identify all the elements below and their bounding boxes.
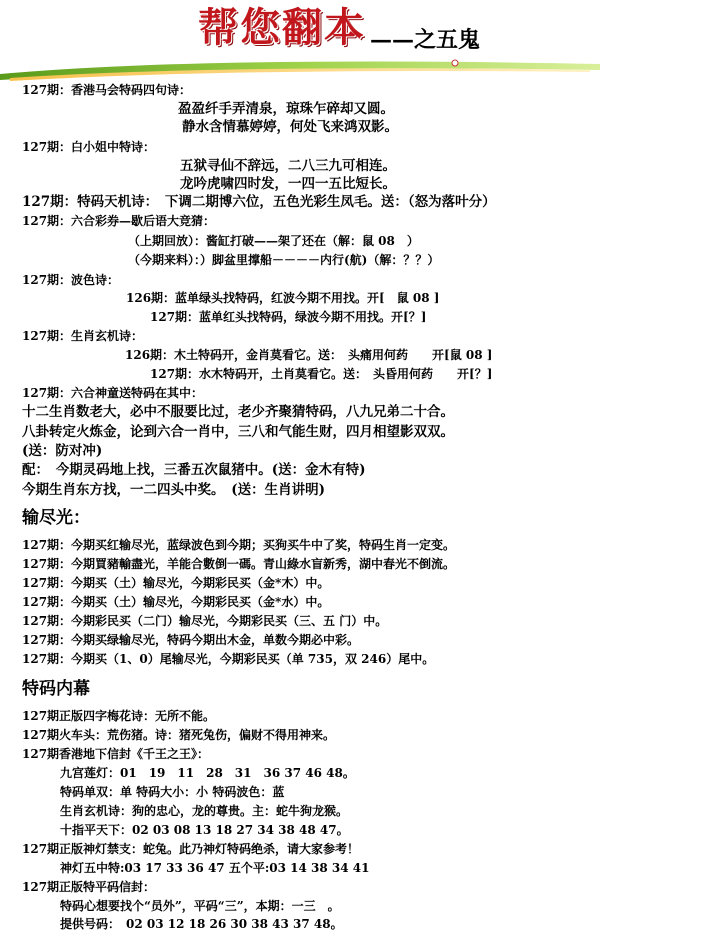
text-line: 127期：今期买（1、0）尾输尽光，今期彩民买（单 735，双 246）尾中。 [22, 652, 435, 666]
text-line: 126期：木土特码开，金肖莫看它。送： 头痛用何药 开[鼠 08 ] [125, 348, 493, 362]
text-line: 127期正版特平码信封： [22, 880, 156, 894]
text-line: (送：防对冲) [22, 443, 103, 459]
text-line: 127期：生肖玄机诗： [22, 329, 144, 343]
text-line: 127期：水木特码开，土肖莫看它。送： 头昏用何药 开[？] [150, 367, 493, 381]
text-line: 神灯五中特:03 17 33 36 47 五个平:03 14 38 34 41 [60, 861, 370, 875]
text-line: 126期：蓝单绿头找特码，红波今期不用找。开[ 鼠 08 ] [126, 291, 440, 305]
text-line: 127期：六合神童送特码在其中： [22, 386, 204, 400]
text-line: （今期来料）：）脚盆里撑船－－－－内行(航)（解：？？） [128, 253, 440, 267]
text-line: 127期：今期買豬輸盡光，羊能合數倒一碼。青山綠水盲新秀，湖中春光不倒流。 [22, 557, 456, 571]
text-line: 127期：今期买（土）输尽光，今期彩民买（金*木）中。 [22, 576, 330, 590]
text-line: 静水含情慕婷婷，何处飞来鸿双影。 [182, 119, 398, 135]
text-line: 127期：白小姐中特诗： [22, 140, 156, 154]
text-line: 127期正版四字梅花诗：无所不能。 [22, 709, 216, 723]
text-line: 127期：今期买红输尽光，蓝绿波色到今期；买狗买牛中了奖，特码生肖一定变。 [22, 538, 456, 552]
page-title: 帮您翻本 [198, 4, 366, 51]
text-line: 十二生肖数老大，必中不服要比过，老少齐聚猜特码，八九兄弟二十合。 [22, 404, 454, 420]
text-line: 五狱寻仙不辞远，二八三九可相连。 [180, 158, 396, 174]
text-line: 127期：六合彩券—歇后语大竞猜： [22, 214, 216, 228]
text-line: （上期回放）：酱缸打破——架了还在（解：鼠 08 ） [128, 234, 419, 248]
header [0, 0, 720, 82]
text-line: 127期：香港马会特码四句诗： [22, 83, 192, 97]
text-line: 生肖玄机诗：狗的忠心，龙的尊贵。主：蛇牛狗龙猴。 [60, 804, 349, 818]
text-line: 127期：今期买（土）输尽光，今期彩民买（金*水）中。 [22, 595, 330, 609]
text-line: 配： 今期灵码地上找，三番五次鼠猪中。(送：金木有特) [22, 462, 366, 478]
text-line: 龙吟虎啸四时发，一四一五比短长。 [180, 176, 396, 192]
text-line: 127期：今期彩民买（二门）输尽光，今期彩民买（三、五 门）中。 [22, 614, 388, 628]
text-line: 127期：今期买绿输尽光，特码今期出木金，单数今期必中彩。 [22, 633, 360, 647]
text-line: 盈盈纤手弄清泉，琼珠乍碎却又圆。 [178, 101, 394, 117]
section-heading: 特码内幕 [22, 679, 90, 699]
text-line: 九宫莲灯：01 19 11 28 31 36 37 46 48。 [60, 766, 355, 780]
text-line: 十指平天下：02 03 08 13 18 27 34 38 48 47。 [60, 823, 349, 837]
text-line: 127期：特码天机诗： 下调二期博六位，五色光彩生凤毛。送：（怒为落叶分） [22, 194, 496, 210]
text-line: 八卦转定火炼金，论到六合一肖中，三八和气能生财，四月相望影双双。 [22, 424, 454, 440]
text-line: 提供号码： 02 03 12 18 26 30 38 43 37 48。 [60, 917, 343, 931]
text-line: 今期生肖东方找，一二四头中奖。 (送：生肖讲明) [22, 482, 326, 498]
text-line: 127期香港地下信封《千王之王》： [22, 747, 210, 761]
section-heading: 输尽光： [22, 508, 90, 528]
text-line: 127期：蓝单红头找特码，绿波今期不用找。开[？] [150, 310, 427, 324]
page-subtitle: ——之五鬼 [370, 27, 481, 53]
text-line: 特码单双：单 特码大小：小 特码波色：蓝 [60, 785, 285, 799]
text-line: 特码心想要找个“员外”，平码“三”，本期：一三 。 [60, 899, 340, 913]
text-line: 127期：波色诗： [22, 273, 120, 287]
text-line: 127期正版神灯禁支：蛇兔。此乃神灯特码绝杀，请大家参考！ [22, 842, 360, 856]
banner-graphic [0, 50, 600, 82]
text-line: 127期火车头：荒伤猪。诗：猪死兔伤，偏财不得用神来。 [22, 728, 336, 742]
